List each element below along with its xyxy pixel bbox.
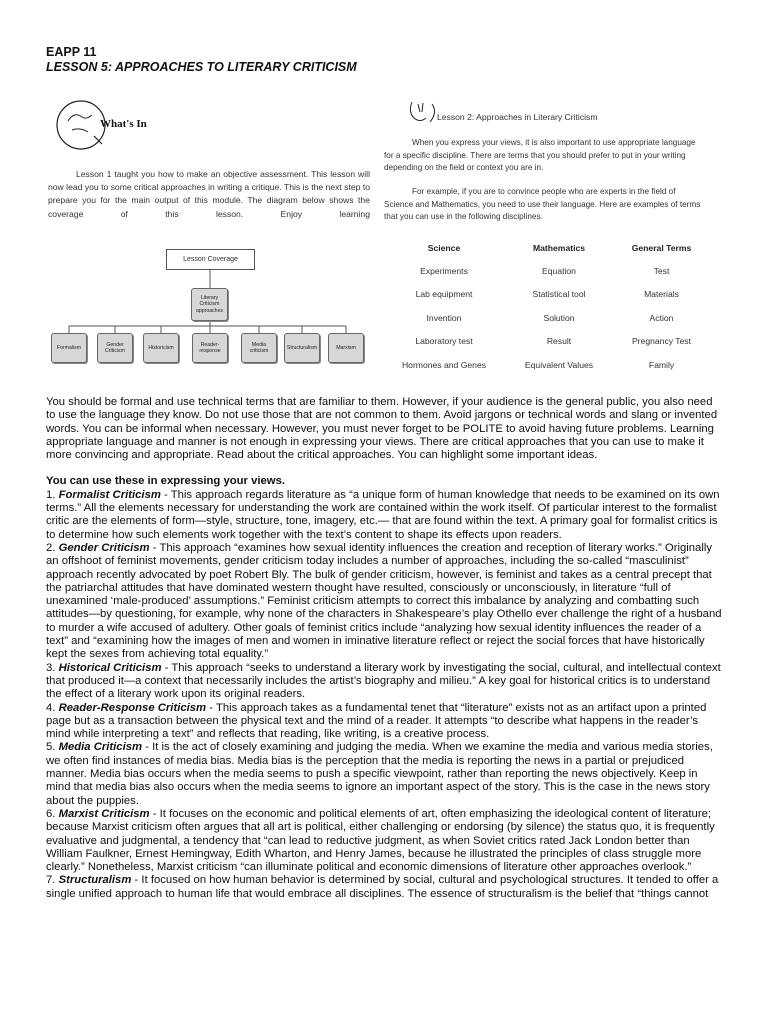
table-cell: Laboratory test xyxy=(415,336,473,347)
section-heading: You can use these in expressing your views. xyxy=(46,475,285,488)
lesson-2-title: Lesson 2: Approaches in Literary Criticism xyxy=(437,112,598,122)
list-item-structuralism: 7. Structuralism - It focused on how human behavior is determined by social, cultural and psychological structures. It tended to offer a single unified approach to human life that would embrace all disciplines. The essence of structuralism is the belief that “things cannot xyxy=(46,874,719,900)
column-header-mathematics: Mathematics xyxy=(532,243,586,253)
lesson-title: LESSON 5: APPROACHES TO LITERARY CRITICISM xyxy=(46,60,357,74)
term-gender-criticism: Gender Criticism xyxy=(58,541,150,554)
term-reader-response-criticism: Reader-Response Criticism xyxy=(58,701,207,714)
list-item-marxist: 6. Marxist Criticism - It focuses on the economic and political elements of art, often emphasizing the ideological content of literature; because Marxist criticism often argues that all art is political, either challenging or endorsing (by silence) the status quo, it is frequently evaluative and judgmental, a tendency that “can lead to reductive judgment, as when Soviet critics rated Jack London better than William Faulkner, Ernest Hemingway, Edith Wharton, and Henry James, because he illustrated the principles of class struggle more clearly.” Nonetheless, Marxist criticism “can illuminate political and economic dimensions of literature other approaches overlook.” xyxy=(46,807,715,874)
table-cell: Statistical tool xyxy=(532,289,586,300)
table-cell: Invention xyxy=(426,312,462,323)
diagram-node-historicism: Historicism xyxy=(143,333,179,363)
column-header-science: Science xyxy=(427,243,461,253)
term-marxist-criticism: Marxist Criticism xyxy=(58,807,150,820)
whats-in-panel xyxy=(46,96,371,386)
intro-text: You should be formal and use technical terms that are familiar to them. However, if your audience is the general public, you also need to use the language they know. Do not use those that are not common to them. Avoid jargons or technical words and slang or invented words. You can be informal when necessary. However, you must never forget to be POLITE to avoid having future problems. Learning appropriate language and manner is not enough in expressing your views. There are critical approaches that you can use to make it more convincing and appropriate. Read about the critical approaches. You can highlight some important ideas. xyxy=(46,396,718,462)
list-item-reader-response: 4. Reader-Response Criticism - This approach takes as a fundamental tenet that “literature” exists not as an artifact upon a printed page but as a transaction between the physical text and the mind of a reader. It attempts “to describe what happens in the reader’s mind while interpreting a text” and reflects that reading, like writing, is a creative process. xyxy=(46,701,707,741)
table-row xyxy=(384,353,709,377)
term-structuralism: Structuralism xyxy=(58,874,132,887)
lesson-2-panel xyxy=(384,100,709,380)
list-item-formalist: 1. Formalist Criticism - This approach regards literature as “a unique form of human knowledge that needs to be examined on its own terms.” All the elements necessary for understanding the work are contained within the work itself. Of particular interest to the formalist critic are the elements of form—style, structure, tone, imagery, etc.— that are found within the text. A primary goal for formalist critics is to determine how such elements work together with the text’s content to shape its effects upon readers. xyxy=(46,488,720,541)
whats-in-title: What's In xyxy=(100,118,147,130)
table-row xyxy=(384,283,709,307)
table-cell: Family xyxy=(648,359,675,370)
table-cell: Experiments xyxy=(420,265,468,276)
table-cell: Result xyxy=(546,336,572,347)
diagram-root-node: Lesson Coverage xyxy=(166,249,255,270)
term-media-criticism: Media Criticism xyxy=(58,741,143,754)
table-row xyxy=(384,330,709,354)
diagram-node-gender-criticism: Gender Criticism xyxy=(97,333,133,363)
list-item-historical: 3. Historical Criticism - This approach “seeks to understand a literary work by investigating the social, cultural, and intellectual context that produced it—a context that necessarily includes the artist’s biography and milieu.” A key goal for historical critics is to understand the effect of a literary work upon its original readers. xyxy=(46,661,721,701)
table-cell: Hormones and Genes xyxy=(401,359,487,370)
table-cell: Lab equipment xyxy=(415,289,473,300)
diagram-literary-criticism-node: Literary Criticism approaches xyxy=(191,288,228,321)
subject-code: EAPP 11 xyxy=(46,45,97,59)
table-cell: Pregnancy Test xyxy=(631,336,692,347)
table-cell: Test xyxy=(653,265,670,276)
diagram-node-media-criticism: Media criticism xyxy=(241,333,277,363)
term-formalist-criticism: Formalist Criticism xyxy=(58,488,161,501)
table-row xyxy=(384,259,709,283)
column-header-general-terms: General Terms xyxy=(631,243,692,253)
main-body xyxy=(46,396,724,901)
table-cell: Materials xyxy=(644,289,679,300)
table-cell: Solution xyxy=(543,312,575,323)
list-item-gender: 2. Gender Criticism - This approach “examines how sexual identity influences the creation and reception of literary works.” Originally an offshoot of feminist movements, gender criticism today includes a number of approaches, including the so-called “masculinist” approach recently advocated by poet Robert Bly. The bulk of gender criticism, however, is feminist and takes as a central precept that the patriarchal attitudes that have dominated western thought have resulted, consciously or unconsciously, in literature “full of unexamined ‘male-produced’ assumptions.” Feminist criticism attempts to correct this imbalance by analyzing and combatting such attitudes—by questioning, for example, why none of the characters in Shakespeare’s play Othello ever challenge the right of a husband to murder a wife accused of adultery. Other goals of feminist critics include “analyzing how sexual identity influences the reader of a text” and “examining how the images of men and women in iminative literature reflect or reject the social forces that have historically kept the sexes from achieving total equality.” xyxy=(46,541,722,661)
lesson-coverage-diagram xyxy=(46,246,371,376)
table-cell: Action xyxy=(649,312,674,323)
list-item-media: 5. Media Criticism - It is the act of closely examining and judging the media. When we examine the media and various media stories, we often find instances of media bias. Media bias is the perception that the media is reporting the news in a partial or prejudiced manner. Media bias occurs when the media seems to push a specific viewpoint, rather than reporting the news objectively. Keep in mind that media bias also occurs when the media seems to ignore an important aspect of the story. This is the case in the news story about the puppies. xyxy=(46,741,713,807)
document-header xyxy=(46,45,357,75)
intro-paragraph: Lesson 1 taught you how to make an objective assessment. This lesson will now lead you to some critical approaches in writing a critique. This is the next step to prepare you for the main output of this module. The diagram below shows the coverage of this lesson. Enjoy learning xyxy=(48,169,370,219)
term-historical-criticism: Historical Criticism xyxy=(58,661,162,674)
discipline-terms-table xyxy=(384,237,709,377)
table-cell: Equation xyxy=(542,265,576,276)
diagram-node-marxism: Marxism xyxy=(328,333,364,363)
diagram-node-formalism: Formalism xyxy=(51,333,87,363)
lesson-2-paragraph-1: When you express your views, it is also important to use appropriate language for a specific discipline. There are terms that you should prefer to put in your writing depending on the field or context you are in. xyxy=(384,138,696,172)
diagram-node-structuralism: Structuralism xyxy=(284,333,320,363)
lesson-2-paragraph-2: For example, if you are to convince people who are experts in the field of Science and Mathematics, you need to use their language. Here are examples of terms that you can use in the following disciplines. xyxy=(384,187,701,221)
table-header-row xyxy=(384,237,709,259)
table-row xyxy=(384,306,709,330)
diagram-node-reader-response: Reader- response xyxy=(192,333,228,363)
table-cell: Equivalent Values xyxy=(524,359,594,370)
